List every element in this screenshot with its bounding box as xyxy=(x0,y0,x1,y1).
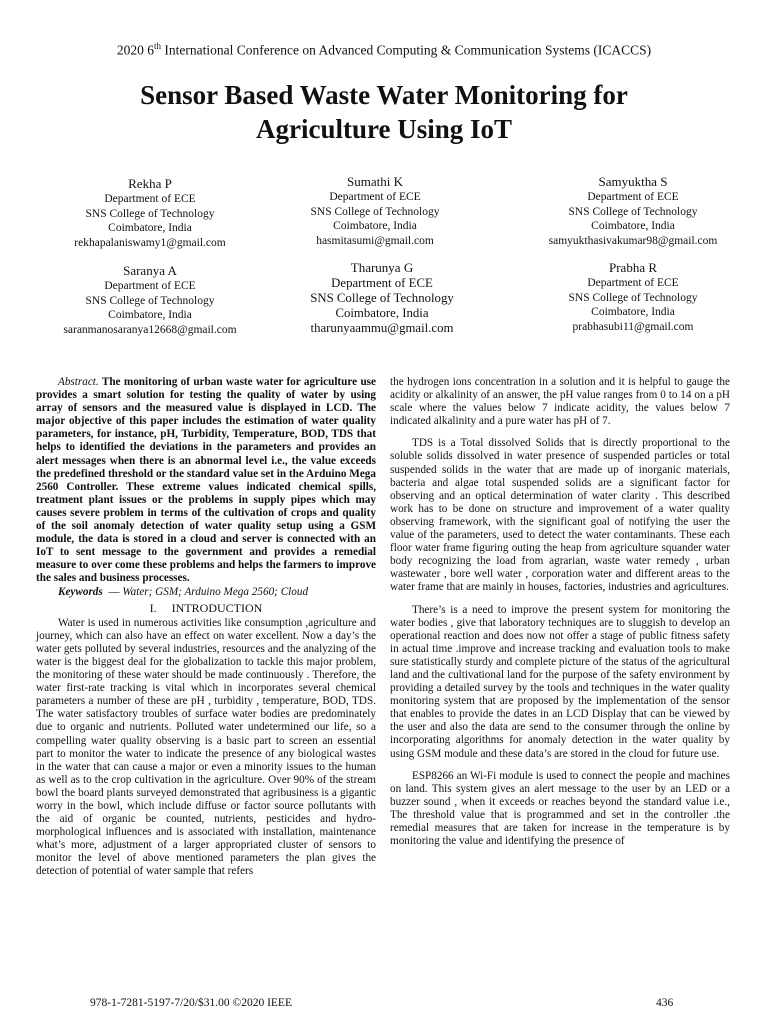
conference-header xyxy=(0,41,768,59)
paper-title-line-2: Agriculture Using IoT xyxy=(255,114,512,144)
author-city: Coimbatore, India xyxy=(591,220,675,232)
body-paragraph: the hydrogen ions concentration in a solution and it is helpful to gauge the acidity or alkalinity of an answer, the pH value ranges from 0 to 14 on a pH scale where the values below 7 indicate acidity, the values below 7 indicated alkalinity and a pure water has pH of 7. xyxy=(390,376,730,428)
author-block-3 xyxy=(513,173,753,248)
author-email: tharunyaammu@gmail.com xyxy=(310,321,454,335)
author-city: Coimbatore, India xyxy=(591,306,675,318)
body-paragraph: There’s is a need to improve the present system for monitoring the water bodies , give that laboratory techniques are to sluggish to develop an operational reaction and does now not offer a stage of public fitness safety in actual time .improve and increase tracking and evaluation tools to make sure statistically sturdy and complete picture of the status of the agricultural land and the cultivational land for the purpose of the safety environment by providing a detailed survey by the tools and techniques in the water quality monitoring system that are proposed by the implementation of the sensor that enables to provide the dates in an LCD Display that can be viewed by the user and also the data are send to the consumer through the online by incorporating algorithms for anomaly detection in the water quality by using GSM module and these data’s are stored in the cloud for future use. xyxy=(390,603,730,760)
author-college: SNS College of Technology xyxy=(310,205,440,218)
author-college: SNS College of Technology xyxy=(568,205,698,218)
author-block-2 xyxy=(255,173,495,248)
abstract xyxy=(36,376,376,586)
author-city: Coimbatore, India xyxy=(108,309,192,321)
section-number: I. xyxy=(149,600,157,615)
author-block-1 xyxy=(30,175,270,250)
author-block-6 xyxy=(513,259,753,334)
abstract-text: The monitoring of urban waste water for agriculture use provides a smart solution for testing the quality of water by using array of sensors and the measured value is displayed in LCD. The major objective of this paper includes the estimation of water quality parameters, for instance, pH, Turbidity, Temperature, BOD, TDS that helps to identified the deviations in the parameters and provides an alert messages when there is an abnormal level i.e., the value exceeds the predefined threshold or the standard value set in the Arduino Mega 2560 Controller. These extreme values indicated chemical spills, treatment plant issues or the problems in supply pipes which may causes severe problem in terms of the cultivation of crops and quality of the soil anomaly detection of water quality setup using a GSM module, the data is stored in a cloud and server is connected with an IoT to sent message to the government and provides a remedial measure to over come these problems and helps the farmers to improve the sales and business processes. xyxy=(36,376,376,585)
author-city: Coimbatore, India xyxy=(108,222,192,234)
author-name: Saranya A xyxy=(123,263,177,278)
body-paragraph: ESP8266 an Wi-Fi module is used to connect the people and machines on land. This system gives an alert message to the user by an LED or a buzzer sound , when it exceeds or reaches beyond the standard value i.e., The threshold value that is programmed and set in the controller .the remedial measures that are taken for increase in the temperature is by monitoring the value and identifying the presence of xyxy=(390,769,730,848)
author-email: prabhasubi11@gmail.com xyxy=(572,320,694,333)
conference-name: International Conference on Advanced Computing & Communication Systems (ICACCS) xyxy=(164,42,652,58)
author-block-4 xyxy=(30,262,270,337)
author-name: Sumathi K xyxy=(347,174,403,189)
right-column xyxy=(390,376,730,848)
author-email: samyukthasivakumar98@gmail.com xyxy=(548,234,718,247)
paper-title xyxy=(60,78,708,146)
abstract-label: Abstract. xyxy=(58,376,99,388)
conference-year: 2020 6 xyxy=(116,42,155,58)
author-email: rekhapalaniswamy1@gmail.com xyxy=(74,236,226,249)
author-college: SNS College of Technology xyxy=(85,294,215,307)
author-dept: Department of ECE xyxy=(104,280,196,292)
keywords-label: Keywords xyxy=(58,585,103,598)
left-column xyxy=(36,376,376,879)
intro-paragraph: Water is used in numerous activities like consumption ,agriculture and journey, which can also have an effect on water excellent. Now a day’s the water gets polluted by several industries, resources and the analyzing of the water is the biggest deal for the globalization to tackle this major problem, the monitoring of these water should be made continuously . Therefore, the water first-rate tracking is vital which in incorporates several chemical parameters a number of these are pH , turbidity , temperature, BOD, TDS. The water satisfactory troubles of surface water bodies are predominately due to organic and nutrients. Polluted water undetermined our life, so a compelling water quality observing is a basic part to screen an essential part to monitor the water to indicate the presence of any biological wastes in the water that can cause a major or even a minority issues to the human as well as to the crop cultivation in the agriculture. Over 90% of the stream bowl the board plants surveyed demonstrated that agribusiness is a gigantic worry in the bowl, which include diffuse or factor source pollutants with the aid of organic be counted, nutrients, pesticides and hydro-morphological influences and is associated with installation, maintenance what’s more, adjustment of a larger appropriated cluster of sensors to monitor the level of above mentioned parameters the plan gives the detection of potential of water sample that refers xyxy=(36,616,376,878)
author-college: SNS College of Technology xyxy=(310,291,454,305)
author-email: hasmitasumi@gmail.com xyxy=(316,234,434,247)
author-city: Coimbatore, India xyxy=(335,306,429,320)
paper-title-line-1: Sensor Based Waste Water Monitoring for xyxy=(140,80,628,110)
conference-year-suffix: th xyxy=(154,41,162,51)
author-name: Prabha R xyxy=(608,260,658,275)
body-paragraph: TDS is a Total dissolved Solids that is directly proportional to the soluble solids dissolved in water presence of suspended particles or total suspended solids in the water that are made up of inorganic materials, bacteria and algae total suspended solids are a significant factor for observing and an optical determination of water clarity . This described work has to be done on structure and improvement of a water quality observing framework, with the significant goal of notifying the user the value of the parameters, used to detect the water contaminants. These each floor water frame figuring outing the heap from agriculture squander water body recognizing the load from agrarian, waste water remedy , urban wastewater , bore well water , corporation water and different areas to the water frame that are mainly in houses, factories, industries and agricultures. xyxy=(390,437,730,594)
page-number: 436 xyxy=(656,997,674,1009)
author-dept: Department of ECE xyxy=(104,193,196,205)
author-college: SNS College of Technology xyxy=(85,207,215,220)
author-city: Coimbatore, India xyxy=(333,220,417,232)
author-dept: Department of ECE xyxy=(587,277,679,289)
author-dept: Department of ECE xyxy=(329,191,421,203)
section-title: INTRODUCTION xyxy=(171,600,263,615)
keywords-text: Water; GSM; Arduino Mega 2560; Cloud xyxy=(122,585,309,598)
author-dept: Department of ECE xyxy=(587,191,679,203)
author-name: Tharunya G xyxy=(350,260,414,275)
author-name: Rekha P xyxy=(128,176,172,191)
keywords: Keywords — Water; GSM; Arduino Mega 2560; Cloud xyxy=(36,586,376,599)
author-name: Samyuktha S xyxy=(598,174,668,189)
section-heading xyxy=(36,602,376,615)
author-dept: Department of ECE xyxy=(331,276,433,290)
author-college: SNS College of Technology xyxy=(568,291,698,304)
footer-isbn: 978-1-7281-5197-7/20/$31.00 ©2020 IEEE xyxy=(90,997,292,1009)
author-email: saranmanosaranya12668@gmail.com xyxy=(63,323,237,336)
author-block-5 xyxy=(262,259,502,336)
